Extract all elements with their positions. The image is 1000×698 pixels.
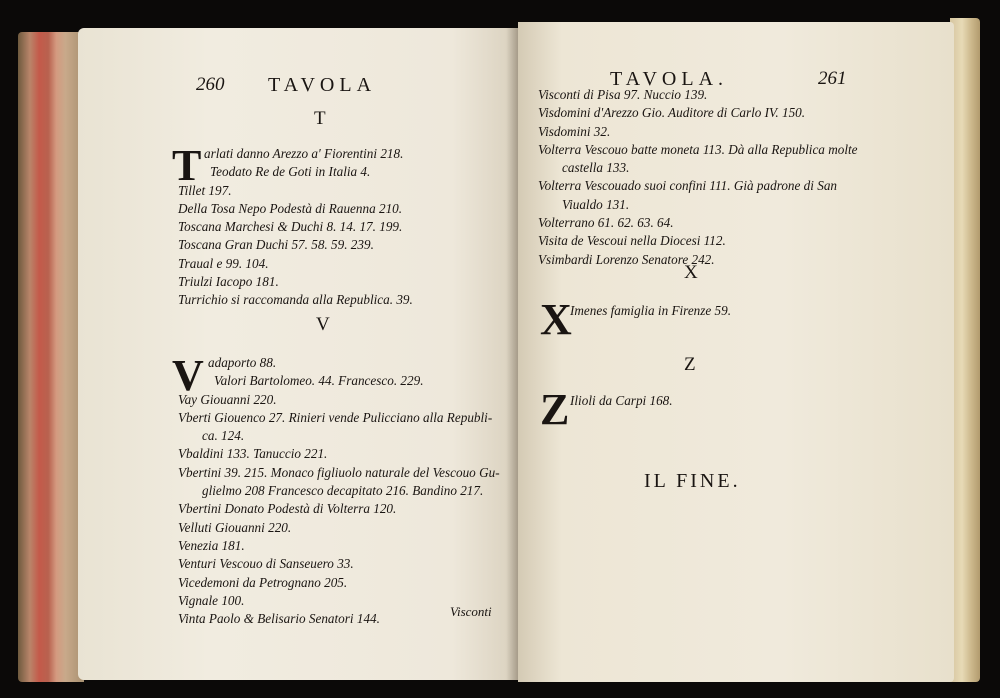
entry-row: Vay Giouanni 220. <box>178 391 277 407</box>
entry-row: Valori Bartolomeo. 44. Francesco. 229. <box>214 373 424 389</box>
entry-row: Traual e 99. 104. <box>178 255 269 271</box>
entry-row: Vignale 100. <box>178 592 245 608</box>
entries-x <box>570 302 731 320</box>
left-page <box>78 28 518 680</box>
end-text: IL FINE. <box>644 470 741 492</box>
entries-v <box>178 354 500 628</box>
entry-row: Visdomini d'Arezzo Gio. Auditore di Carlo IV. 150. <box>538 105 806 121</box>
entry-row: Volterrano 61. 62. 63. 64. <box>538 215 674 231</box>
entry-row: Imenes famiglia in Firenze 59. <box>570 303 732 318</box>
entry-row: arlati danno Arezzo a' Fiorentini 218. <box>204 146 404 161</box>
entry-row: Viualdo 131. <box>562 196 630 212</box>
entry-row: Triulzi Iacopo 181. <box>178 274 279 290</box>
page-header-left: TAVOLA <box>268 74 377 96</box>
entry-row: Vsimbardi Lorenzo Senatore 242. <box>538 251 715 267</box>
drop-cap-v: V <box>172 351 204 400</box>
entry-row: Venturi Vescouo di Sanseuero 33. <box>178 556 354 572</box>
entries-v-cont <box>538 86 858 269</box>
section-letter-v: V <box>316 314 330 335</box>
page-number-right: 261 <box>818 68 847 89</box>
entry-row: ca. 124. <box>202 428 245 444</box>
entry-row: Vbertini 39. 215. Monaco figliuolo naturale del Vescouo Gu- <box>178 464 500 480</box>
entry-row: Venezia 181. <box>178 537 245 553</box>
section-letter-z: Z <box>684 354 696 375</box>
entry-row: Visdomini 32. <box>538 123 611 139</box>
entry-row: glielmo 208 Francesco decapitato 216. Bandino 217. <box>202 483 484 499</box>
entry-row: Ilioli da Carpi 168. <box>570 393 673 408</box>
red-page-edges <box>18 32 84 682</box>
drop-cap-t: T <box>172 141 202 190</box>
entry-row: Visconti di Pisa 97. Nuccio 139. <box>538 87 708 102</box>
entries-t <box>178 145 413 310</box>
entry-row: Vinta Paolo & Belisario Senatori 144. <box>178 611 380 627</box>
entry-row: Velluti Giouanni 220. <box>178 519 292 535</box>
entry-row: Vbertini Donato Podestà di Volterra 120. <box>178 501 397 517</box>
section-letter-t: T <box>314 108 326 129</box>
entries-z <box>570 392 673 410</box>
entry-row: castella 133. <box>562 160 630 176</box>
entry-row: Visita de Vescoui nella Diocesi 112. <box>538 233 726 249</box>
entry-row: Tillet 197. <box>178 182 232 198</box>
entry-row: Volterra Vescouo batte moneta 113. Dà alla Republica molte <box>538 141 858 157</box>
entry-row: Teodato Re de Goti in Italia 4. <box>210 164 371 180</box>
catchword: Visconti <box>450 604 492 619</box>
drop-cap-z: Z <box>540 385 570 434</box>
page-header-right: TAVOLA. <box>610 68 729 90</box>
entry-row: adaporto 88. <box>208 355 277 370</box>
entry-row: Turrichio si raccomanda alla Republica. 39. <box>178 292 413 308</box>
open-book <box>18 18 980 684</box>
entry-row: Della Tosa Nepo Podestà di Rauenna 210. <box>178 200 403 216</box>
entry-row: Toscana Gran Duchi 57. 58. 59. 239. <box>178 237 374 253</box>
section-letter-x: X <box>684 262 698 283</box>
right-page <box>518 22 954 682</box>
entry-row: Volterra Vescouado suoi confini 111. Già padrone di San <box>538 178 838 194</box>
right-book-edge <box>950 18 980 682</box>
drop-cap-x: X <box>540 295 572 344</box>
entry-row: Toscana Marchesi & Duchi 8. 14. 17. 199. <box>178 219 403 235</box>
entry-row: Vicedemoni da Petrognano 205. <box>178 574 348 590</box>
entry-row: Vberti Giouenco 27. Rinieri vende Pulicciano alla Republi- <box>178 409 493 425</box>
page-number-left: 260 <box>196 74 225 95</box>
entry-row: Vbaldini 133. Tanuccio 221. <box>178 446 328 462</box>
